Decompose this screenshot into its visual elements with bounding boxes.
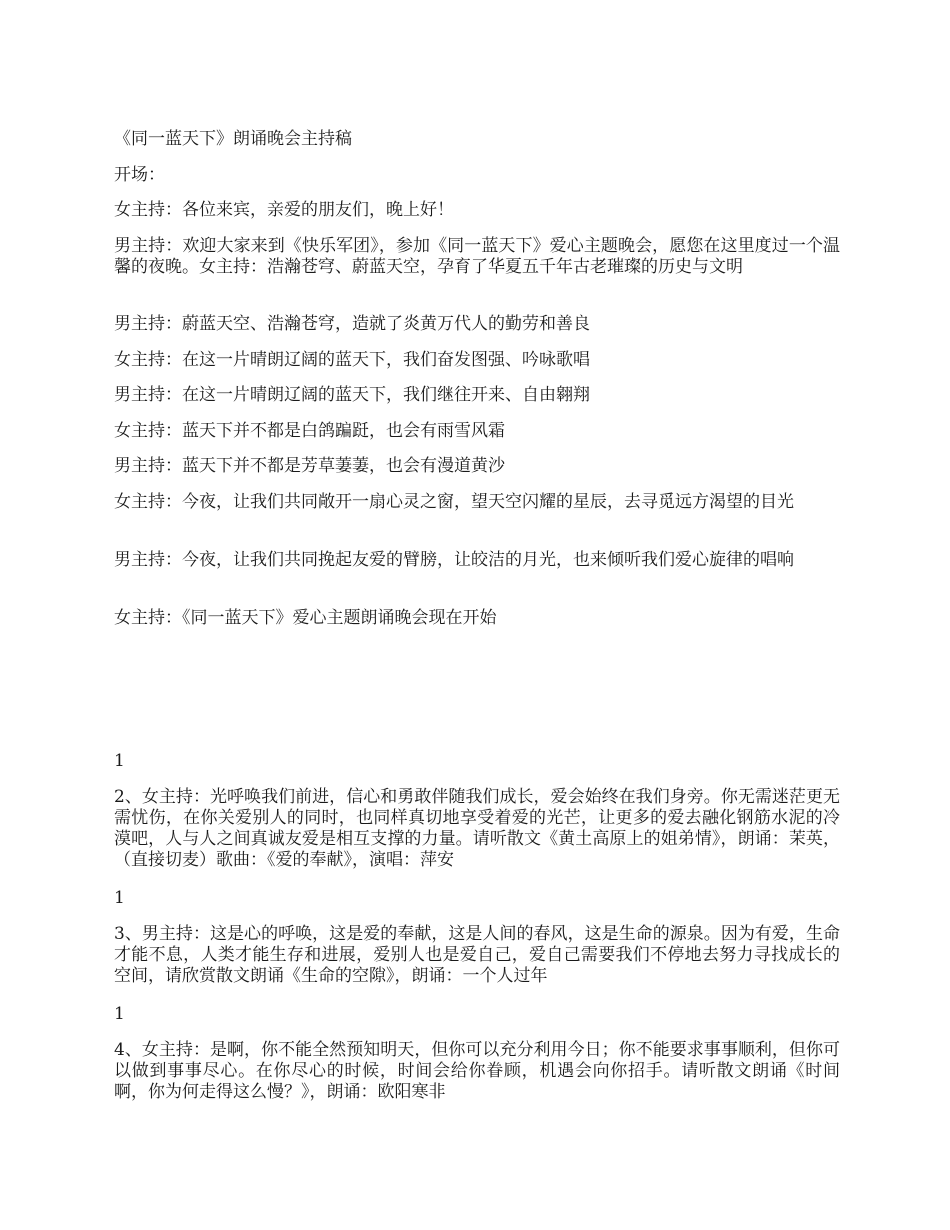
dialogue-line: 女主持：蓝天下并不都是白鸽蹁跹，也会有雨雪风霜	[114, 421, 505, 441]
opening-label: 开场：	[114, 165, 165, 185]
program-item-2: 2、女主持：光呼唤我们前进，信心和勇敢伴随我们成长，爱会始终在我们身旁。你无需迷茫更无需忧伤，在你关爱别人的同时，也同样真切地享受着爱的光芒，让更多的爱去融化钢筋水泥的冷漠吧，人与人之间真诚友爱是相互支撑的力量。请听散文《黄土高原上的姐弟情》，朗诵：茉英，（直接切麦）歌曲：《爱的奉献》，演唱：萍安	[114, 787, 840, 870]
dialogue-line: 男主持：在这一片晴朗辽阔的蓝天下，我们继往开来、自由翱翔	[114, 385, 590, 405]
section-marker: 1	[114, 751, 125, 771]
program-item-3: 3、男主持：这是心的呼唤，这是爱的奉献，这是人间的春风，这是生命的源泉。因为有爱，生命才能不息，人类才能生存和进展，爱别人也是爱自己，爱自己需要我们不停地去努力寻找成长的空间，请欣赏散文朗诵《生命的空隙》，朗诵：一个人过年	[114, 924, 840, 986]
dialogue-line: 女主持：《同一蓝天下》爱心主题朗诵晚会现在开始	[114, 608, 497, 628]
dialogue-line: 男主持：蓝天下并不都是芳草萋萋，也会有漫道黄沙	[114, 456, 505, 476]
dialogue-line: 男主持：今夜，让我们共同挽起友爱的臂膀，让皎洁的月光，也来倾听我们爱心旋律的唱响	[114, 550, 794, 570]
program-item-4: 4、女主持：是啊，你不能全然预知明天，但你可以充分利用今日；你不能要求事事顺利，但你可以做到事事尽心。在你尽心的时候，时间会给你眷顾，机遇会向你招手。请听散文朗诵《时间啊，你为何走得这么慢？》，朗诵：欧阳寒非	[114, 1040, 840, 1102]
section-marker: 1	[114, 888, 125, 908]
document-title: 《同一蓝天下》朗诵晚会主持稿	[114, 129, 352, 149]
dialogue-line: 男主持：蔚蓝天空、浩瀚苍穹，造就了炎黄万代人的勤劳和善良	[114, 314, 590, 334]
dialogue-line: 女主持：各位来宾，亲爱的朋友们，晚上好！	[114, 200, 454, 220]
dialogue-line: 男主持：欢迎大家来到《快乐军团》，参加《同一蓝天下》爱心主题晚会，愿您在这里度过一个温馨的夜晚。女主持：浩瀚苍穹、蔚蓝天空，孕育了华夏五千年古老璀璨的历史与文明	[114, 236, 840, 277]
dialogue-line: 女主持：今夜，让我们共同敞开一扇心灵之窗，望天空闪耀的星辰，去寻觅远方渴望的目光	[114, 492, 794, 512]
dialogue-line: 女主持：在这一片晴朗辽阔的蓝天下，我们奋发图强、吟咏歌唱	[114, 350, 590, 370]
section-marker: 1	[114, 1004, 125, 1024]
